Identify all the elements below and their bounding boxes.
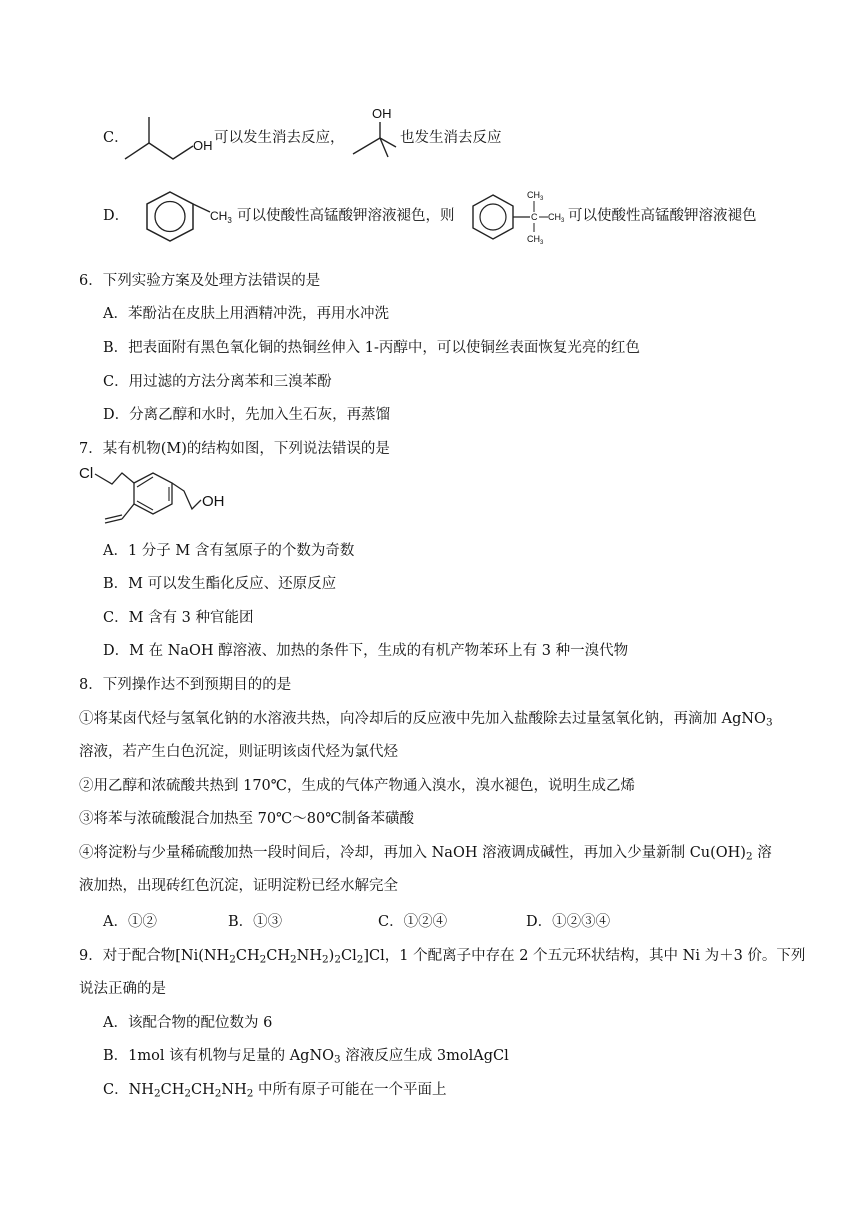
q8-option-b: B．①③	[228, 914, 283, 930]
svg-text:CH3	[210, 209, 232, 225]
q8-stem: 8．下列操作达不到预期目的的是	[79, 677, 292, 693]
q6-option-d: D．分离乙醇和水时，先加入生石灰，再蒸馏	[103, 407, 391, 423]
q8-item-4-line-1	[79, 843, 772, 867]
q7-option-b: B．M 可以发生酯化反应、还原反应	[103, 576, 337, 592]
svg-text:CH3	[527, 234, 544, 246]
q9-option-b	[103, 1046, 509, 1070]
tbu-bottom-ch3: CH	[527, 234, 540, 244]
q8-item-1-subscript: 3	[765, 716, 773, 729]
q9-stem-sub-1: 2	[229, 953, 236, 966]
q8-item-3: ③将苯与浓硫酸混合加热至 70℃～80℃制备苯磺酸	[79, 811, 414, 827]
q6-option-b: B．把表面附有黑色氧化铜的热铜丝伸入 1-丙醇中，可以使铜丝表面恢复光亮的红色	[103, 340, 640, 356]
svg-text:CH3	[527, 190, 544, 202]
q9-option-c-sub-1: 2	[153, 1087, 161, 1100]
tbu-central-c: C	[531, 212, 538, 222]
tert-butylbenzene-structure	[470, 186, 570, 246]
q8-item-1-line-2: 溶液，若产生白色沉淀，则证明该卤代烃为氯代烃	[79, 744, 398, 760]
tbu-top-sub: 3	[540, 196, 544, 202]
q8-option-c: C．①②④	[378, 914, 448, 930]
q6-option-a: A．苯酚沾在皮肤上用酒精冲洗，再用水冲洗	[103, 306, 389, 322]
q9-stem-sub-5: 2	[334, 953, 341, 966]
q9-option-c-part-4: NH	[221, 1082, 247, 1098]
q7-option-d: D．M 在 NaOH 醇溶液、加热的条件下，生成的有机产物苯环上有 3 种一溴代物	[103, 643, 629, 659]
q9-stem-line-1	[79, 946, 805, 970]
q9-option-c-sub-4: 2	[246, 1087, 254, 1100]
q5-option-c-text-2: 也发生消去反应	[400, 130, 502, 146]
q5-option-d-text-1: 可以使酸性高锰酸钾溶液褪色，则	[237, 208, 455, 224]
q5-option-c-letter: C．	[103, 130, 129, 146]
tbu-right-sub: 3	[561, 218, 565, 224]
compound-m-structure	[78, 462, 238, 530]
q8-item-2: ②用乙醇和浓硫酸共热到 170℃，生成的气体产物通入溴水，溴水褪色，说明生成乙烯	[79, 778, 636, 794]
q9-option-b-sub: 3	[334, 1053, 341, 1066]
q9-stem-sub-4: 2	[322, 953, 329, 966]
q9-option-b-text: B．1mol 该有机物与足量的 AgNO	[103, 1048, 335, 1064]
q9-option-c-part-2: CH	[160, 1082, 185, 1098]
q9-stem-part-4: NH	[296, 948, 323, 964]
q5-option-d-text-2: 可以使酸性高锰酸钾溶液褪色	[568, 208, 757, 224]
q9-stem-sub-6: 2	[356, 953, 364, 966]
q6-stem: 6．下列实验方案及处理方法错误的是	[79, 273, 321, 289]
toluene-ch3-sub: 3	[227, 216, 232, 225]
q9-stem-part-6: Cl	[341, 948, 357, 964]
tbu-top-ch3: CH	[527, 190, 540, 200]
q9-stem-part-7: ]Cl，1 个配离子中存在 2 个五元环状结构，其中 Ni 为＋3 价。下列	[363, 948, 806, 964]
q5-option-d-letter: D．	[103, 208, 130, 224]
q9-option-b-tail: 溶液反应生成 3molAgCl	[340, 1048, 509, 1064]
tert-butanol-oh-label: OH	[372, 106, 392, 121]
q9-stem-part-1: 9．对于配合物[Ni(NH	[79, 948, 230, 964]
q9-option-c-sub-3: 2	[214, 1087, 222, 1100]
compound-m-cl-label: Cl	[79, 465, 94, 482]
q9-option-c-tail: 中所有原子可能在一个平面上	[253, 1082, 447, 1098]
isobutanol-oh-label: OH	[193, 138, 213, 153]
q9-option-c-part-3: CH	[191, 1082, 215, 1098]
isobutanol-structure	[122, 112, 217, 162]
q9-stem-part-5: )	[328, 948, 335, 964]
q6-option-c: C．用过滤的方法分离苯和三溴苯酚	[103, 374, 332, 390]
q8-item-4-text: ④将淀粉与少量稀硫酸加热一段时间后，冷却，再加入 NaOH 溶液调成碱性，再加入少量新制 Cu(OH)	[79, 845, 746, 861]
q8-option-a: A．①②	[103, 914, 157, 930]
q9-option-a: A．该配合物的配位数为 6	[103, 1015, 273, 1031]
q7-stem: 7．某有机物(M)的结构如图，下列说法错误的是	[79, 441, 390, 457]
toluene-structure	[132, 190, 240, 244]
q9-stem-part-3: CH	[266, 948, 291, 964]
q5-option-c-text-1: 可以发生消去反应，	[214, 130, 345, 146]
q9-stem-sub-3: 2	[290, 953, 297, 966]
compound-m-oh-label: OH	[202, 493, 225, 510]
q8-item-4-subscript: 2	[745, 850, 753, 863]
q8-item-4-tail: 溶	[752, 845, 772, 861]
q9-option-c-part-1: C．NH	[103, 1082, 154, 1098]
tbu-right-ch3: CH	[548, 212, 561, 222]
toluene-ch3-label: CH	[210, 209, 228, 223]
tert-butanol-structure	[350, 105, 400, 160]
q9-stem-sub-2: 2	[259, 953, 267, 966]
q7-option-c: C．M 含有 3 种官能团	[103, 610, 254, 626]
q9-option-c	[103, 1080, 447, 1104]
q9-stem-line-2: 说法正确的是	[79, 981, 166, 997]
q8-item-4-line-2: 液加热，出现砖红色沉淀，证明淀粉已经水解完全	[79, 878, 398, 894]
q9-option-c-sub-2: 2	[184, 1087, 191, 1100]
q7-option-a: A．1 分子 M 含有氢原子的个数为奇数	[103, 543, 355, 559]
q8-option-d: D．①②③④	[526, 914, 611, 930]
svg-text:CH3	[548, 212, 565, 224]
tbu-bottom-sub: 3	[540, 240, 544, 246]
q9-stem-part-2: CH	[235, 948, 260, 964]
q8-item-1-line-1	[79, 709, 773, 733]
q8-item-1-text: ①将某卤代烃与氢氧化钠的水溶液共热，向冷却后的反应液中先加入盐酸除去过量氢氧化钠，再滴加 AgNO	[79, 711, 766, 727]
